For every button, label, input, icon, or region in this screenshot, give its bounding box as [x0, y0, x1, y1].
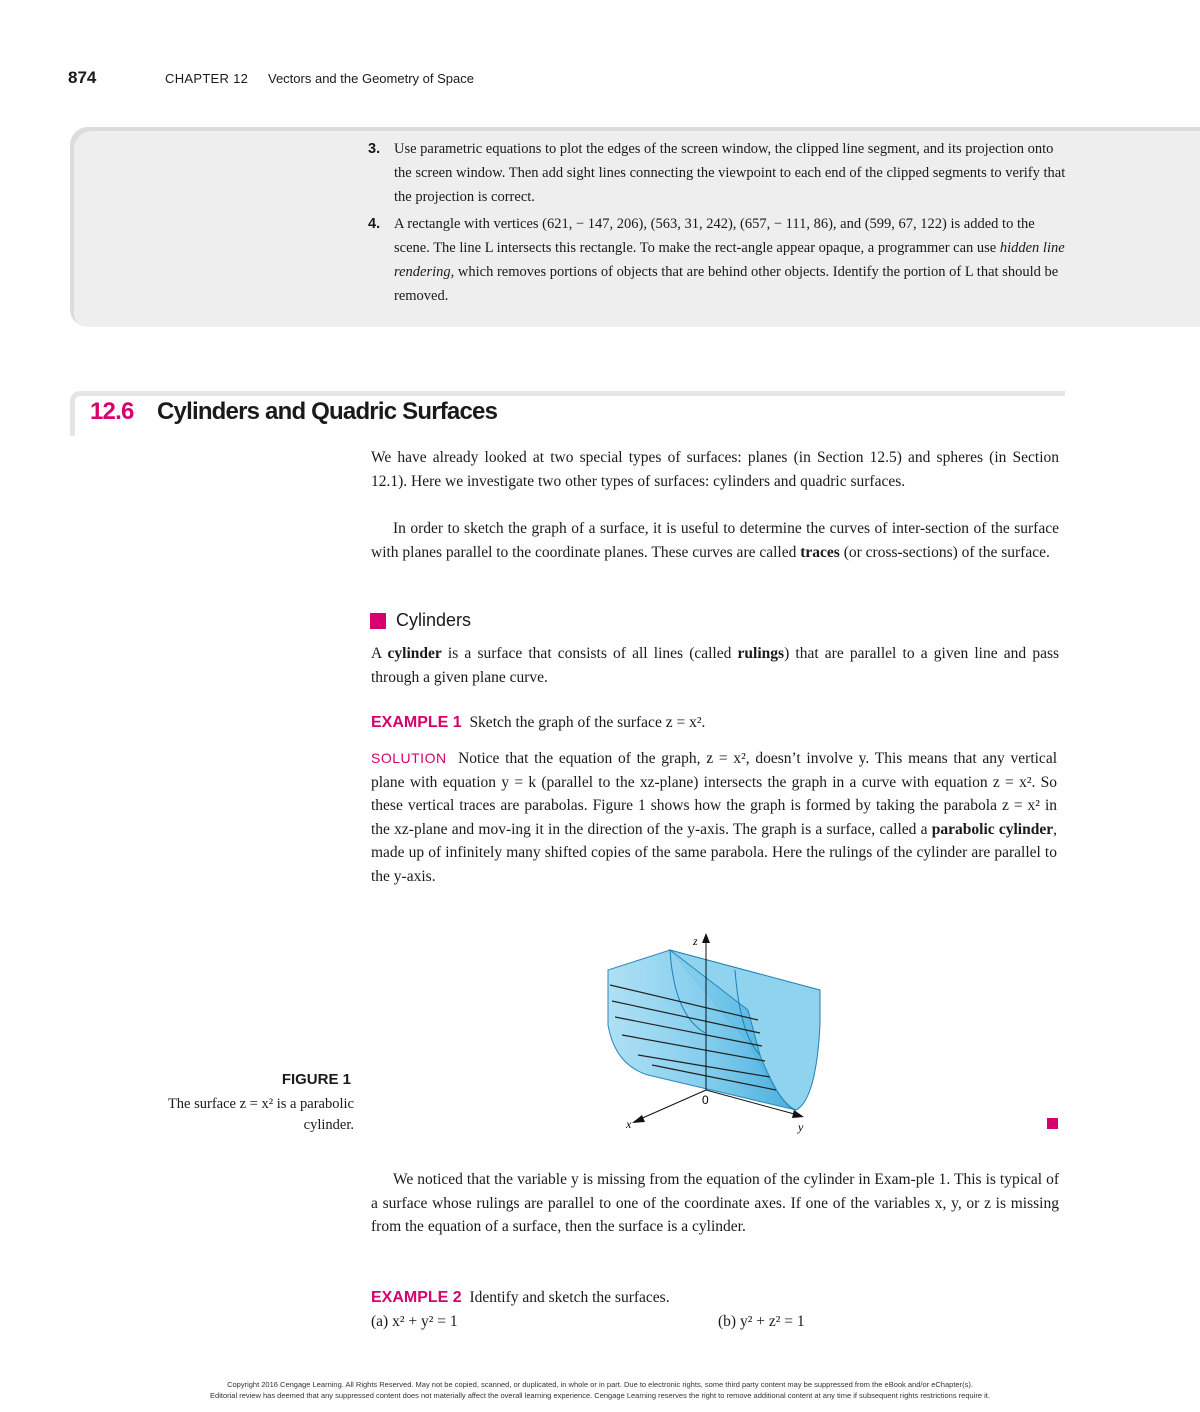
z-axis-label: z	[693, 934, 698, 948]
exercise-item	[370, 212, 1070, 308]
example-2-part-a: (a) x² + y² = 1	[371, 1313, 458, 1330]
example-1-heading: EXAMPLE 1 Sketch the graph of the surface z = x².	[371, 714, 706, 731]
exercise-item	[370, 137, 1070, 209]
cylinder-observation-paragraph: We noticed that the variable y is missing from the equation of the cylinder in Exam-ple 1. This is typical of a surface whose rulings are parallel to one of the coordinate axes. If one of the variables x, y, or z is missing from the equation of a surface, then the surface is a cylinder.	[371, 1171, 1059, 1235]
parabolic-cylinder-figure	[590, 925, 840, 1135]
y-axis-label: y	[798, 1120, 804, 1134]
x-axis	[638, 1090, 706, 1120]
subsection-marker	[370, 613, 386, 629]
term-traces: traces	[800, 543, 840, 561]
example-2-heading: EXAMPLE 2 Identify and sketch the surfaces.	[371, 1289, 670, 1306]
intro-paragraph-2: In order to sketch the graph of a surface, it is useful to determine the curves of inter-section of the surface with planes parallel to the coordinate planes. These curves are called traces (or cross-sections) of the surface.	[371, 520, 1059, 561]
example-label: EXAMPLE 2	[371, 1289, 462, 1306]
figure-caption: The surface z = x² is a parabolic cylinder.	[167, 1096, 354, 1133]
section-title: Cylinders and Quadric Surfaces	[157, 398, 498, 425]
example-label: EXAMPLE 1	[371, 714, 462, 731]
y-axis-arrow	[792, 1110, 804, 1118]
exercise-number: 3.	[368, 141, 381, 157]
z-axis-arrow	[702, 933, 710, 943]
chapter-label: CHAPTER 12	[165, 71, 249, 86]
exercise-number: 4.	[368, 216, 381, 232]
subsection-title: Cylinders	[396, 610, 472, 630]
copyright-line-1: Copyright 2016 Cengage Learning. All Rights Reserved. May not be copied, scanned, or duplicated, in whole or in part. Due to electronic rights, some third party content may be suppressed from the eBook and/or eChapter(s).	[227, 1380, 973, 1389]
example-1-solution: SOLUTION Notice that the equation of the graph, z = x², doesn’t involve y. This means that any vertical plane with equation y = k (parallel to the xz-plane) intersects the graph in a curve with equation z = x². So these vertical traces are parabolas. Figure 1 shows how the graph is formed by taking the parabola z = x² in the xz-plane and mov-ing it in the direction of the y-axis. The graph is a surface, called a parabolic cylinder, made up of infinitely many shifted copies of the same parabola. Here the rulings of the cylinder are parallel to the y-axis.	[371, 750, 1057, 885]
copyright-line-2: Editorial review has deemed that any suppressed content does not materially affect the overall learning experience. Cengage Learning reserves the right to remove additional content at any time if subsequent rights restrictions require it.	[210, 1391, 990, 1400]
cylinder-definition: A cylinder is a surface that consists of all lines (called rulings) that are parallel to a given line and pass through a given plane curve.	[371, 645, 1060, 686]
example-2-part-b: (b) y² + z² = 1	[718, 1313, 805, 1330]
exercise-text: A rectangle with vertices (621, − 147, 206), (563, 31, 242), (657, − 111, 86), and (599, 67, 122) is added to the scene. The line L intersects this rectangle. To make the rect-angle appear opaque, a programmer can use hidden line rendering, which removes portions of objects that are behind other objects. Identify the portion of L that should be removed.	[394, 216, 1065, 304]
origin-label: 0	[702, 1093, 709, 1107]
exercise-text: Use parametric equations to plot the edges of the screen window, the clipped line segment, and its projection onto the screen window. Then add sight lines connecting the viewpoint to each end of the clipped segments to verify that the projection is correct.	[394, 141, 1066, 205]
page-number: 874	[68, 68, 97, 87]
section-number: 12.6	[90, 398, 134, 425]
chapter-title: Vectors and the Geometry of Space	[268, 71, 474, 86]
end-of-example-marker	[1047, 1118, 1058, 1129]
figure-label: FIGURE 1	[281, 1071, 351, 1088]
x-axis-label: x	[626, 1117, 632, 1131]
solution-label: SOLUTION	[371, 750, 447, 766]
intro-paragraph-1: We have already looked at two special types of surfaces: planes (in Section 12.5) and spheres (in Section 12.1). Here we investigate two other types of surfaces: cylinders and quadric surfaces.	[371, 449, 1059, 490]
emphasis-text: hidden line rendering,	[394, 240, 1065, 280]
x-axis-arrow	[632, 1115, 645, 1123]
